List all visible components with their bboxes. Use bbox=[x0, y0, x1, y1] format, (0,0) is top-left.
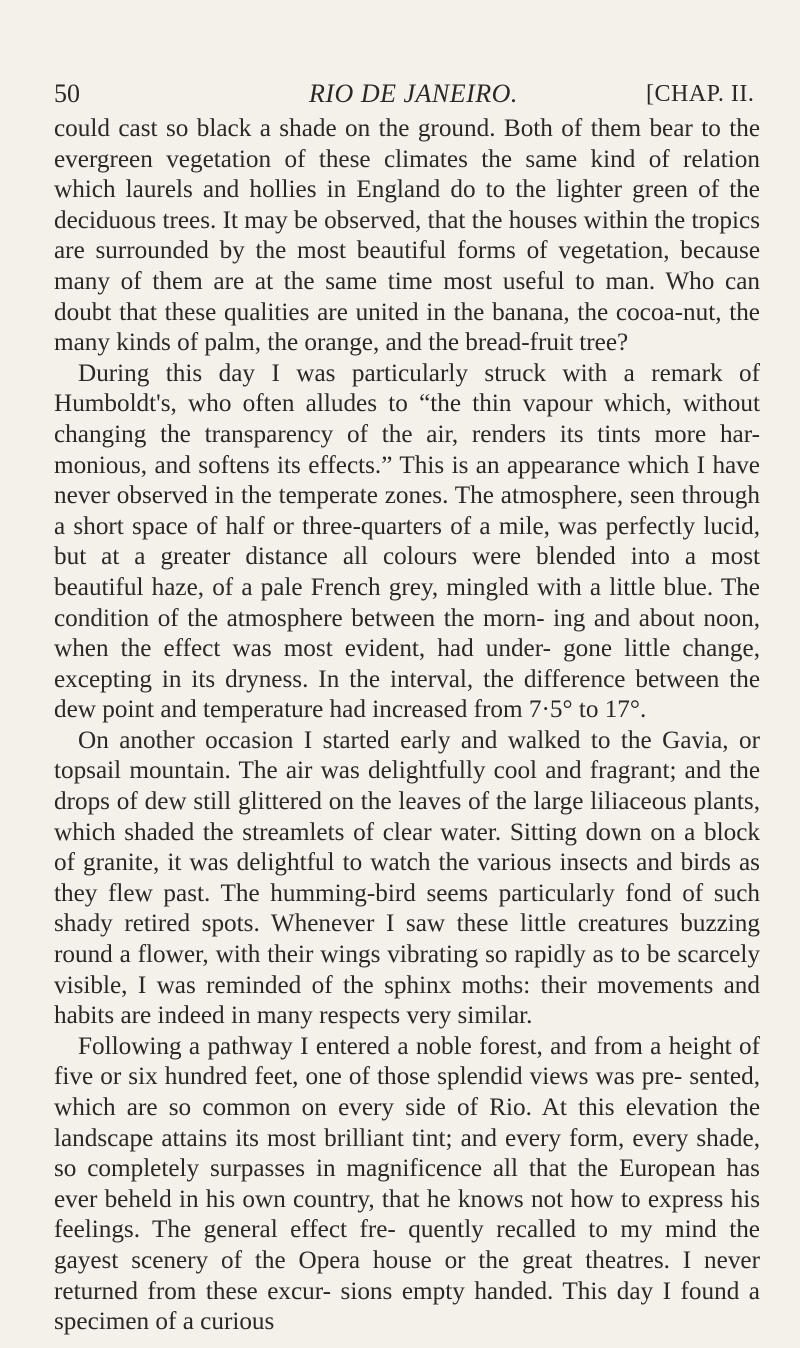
body-text bbox=[54, 114, 760, 1338]
chapter-mark: [CHAP. II. bbox=[646, 81, 755, 107]
paragraph: could cast so black a shade on the ground. Both of them bear to the evergreen vegetation of these climates the same kind of relation which laurels and hollies in England do to the lighter green of the deciduous trees. It may be observed, that the houses within the tropics are surrounded by the most beautiful forms of vegetation, because many of them are at the same time most useful to man. Who can doubt that these qualities are united in the banana, the cocoa-nut, the many kinds of palm, the orange, and the bread-fruit tree? bbox=[54, 115, 760, 357]
paragraph: Following a pathway I entered a noble forest, and from a height of five or six hundred feet, one of those splendid views was pre- sented, which are so common on every side of Rio. At this elevation the landscape attains its most brilliant tint; and every form, every shade, so completely surpasses in magnificence all that the European has ever beheld in his own country, that he knows not how to express his feelings. The general effect fre- quently recalled to my mind the gayest scenery of the Opera house or the great theatres. I never returned from these excur- sions empty handed. This day I found a specimen of a curious bbox=[54, 1032, 760, 1336]
running-title: RIO DE JANEIRO. bbox=[309, 79, 518, 108]
page-number: 50 bbox=[54, 79, 80, 108]
paragraph: During this day I was particularly struck with a remark of Humboldt's, who often alludes to “the thin vapour which, without changing the transparency of the air, renders its tints more har- monious, and softens its effects.” This is an appearance which I have never observed in the temperate zones. The atmosphere, seen through a short space of half or three-quarters of a mile, was perfectly lucid, but at a greater distance all colours were blended into a most beautiful haze, of a pale French grey, mingled with a little blue. The condition of the atmosphere between the morn- ing and about noon, when the effect was most evident, had under- gone little change, excepting in its dryness. In the interval, the difference between the dew point and temperature had increased from 7·5° to 17°. bbox=[54, 359, 760, 724]
paragraph: On another occasion I started early and walked to the Gavia, or topsail mountain. The air was delightfully cool and fragrant; and the drops of dew still glittered on the leaves of the large liliaceous plants, which shaded the streamlets of clear water. Sitting down on a block of granite, it was delightful to watch the various insects and birds as they flew past. The humming-bird seems particularly fond of such shady retired spots. Whenever I saw these little creatures buzzing round a flower, with their wings vibrating so rapidly as to be scarcely visible, I was reminded of the sphinx moths: their movements and habits are indeed in many respects very similar. bbox=[54, 726, 760, 1030]
running-header bbox=[54, 78, 760, 110]
